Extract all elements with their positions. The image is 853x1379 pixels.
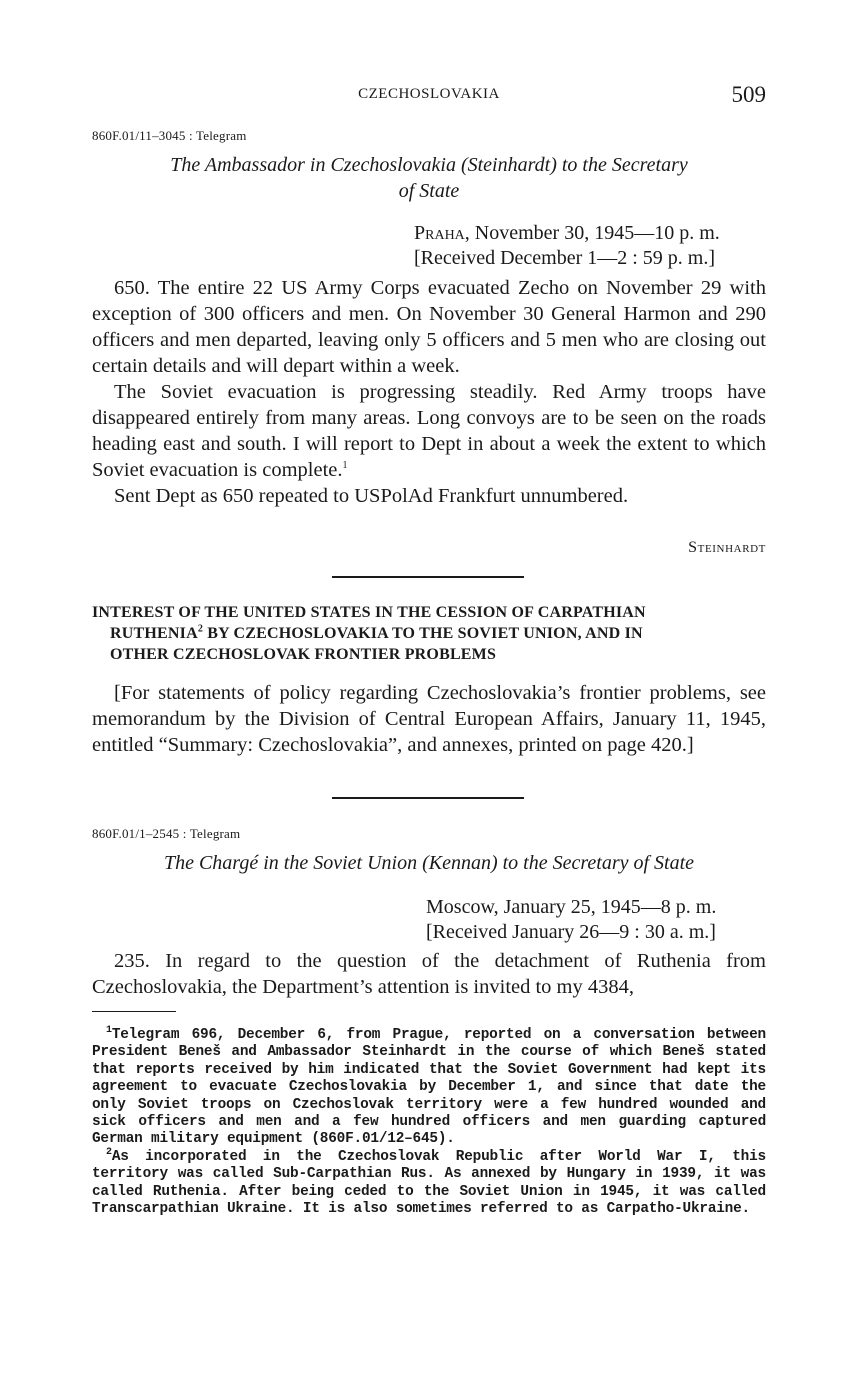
- telegram-1-paragraph-2: [92, 379, 766, 483]
- dateline-1: [414, 221, 766, 271]
- file-reference-2: 860F.01/1–2545 : Telegram: [92, 826, 241, 841]
- footnote-2-text: As incorporated in the Czechoslovak Republic after World War I, this territory was called Sub-Carpathian Rus. As annexed by Hungary in 1939, it was called Ruthenia. After being ceded to the Soviet Union in 1945, it was called Transcarpathian Ukraine. It is also sometimes referred to as Carpatho-Ukraine.: [92, 1148, 766, 1218]
- editorial-note: [92, 680, 766, 758]
- dateline-2: [426, 895, 766, 945]
- dateline-2-sent: [426, 895, 766, 920]
- footnote-2: [92, 1149, 766, 1219]
- dateline-1-sent: [414, 221, 766, 246]
- telegram-1-paragraph-1: 650. The entire 22 US Army Corps evacuated Zecho on November 29 with exception of 300 officers and men. On November 30 General Harmon and 290 officers and men departed, leaving only 5 officers and 5 men who are closing out certain details and will depart within a week.: [92, 277, 766, 377]
- document-heading-1-line-1: The Ambassador in Czechoslovakia (Steinhardt) to the Secretary: [170, 154, 688, 176]
- footnote-1: [92, 1027, 766, 1149]
- footnote-reference-2: 2: [197, 623, 204, 635]
- section-heading-line-2: [92, 623, 766, 644]
- telegram-2-body: [92, 948, 766, 1000]
- dateline-1-date: , November 30, 1945—10 p. m.: [464, 222, 720, 244]
- signature: Steinhardt: [688, 539, 766, 556]
- footnote-1-marker: 1: [106, 1025, 112, 1037]
- section-divider-2: [332, 797, 524, 799]
- editorial-note-text: [For statements of policy regarding Czechoslovakia’s frontier problems, see memorandum by the Division of Central European Affairs, January 11, 1945, entitled “Summary: Czechoslovakia”, and annexes, printed on page 420.]: [92, 682, 766, 756]
- telegram-1-paragraph-2-text: The Soviet evacuation is progressing steadily. Red Army troops have disappeared entirely from many areas. Long convoys are to be seen on the roads heading east and south. I will report to Dept in about a week the extent to which Soviet evacuation is complete.: [92, 381, 766, 481]
- dateline-2-place: Moscow: [426, 896, 494, 918]
- document-heading-1-line-2: of State: [398, 180, 460, 202]
- telegram-1-paragraph-3: Sent Dept as 650 repeated to USPolAd Frankfurt unnumbered.: [114, 485, 629, 507]
- running-title: CZECHOSLOVAKIA: [358, 86, 500, 102]
- section-heading-line-1: INTEREST OF THE UNITED STATES IN THE CESSION OF CARPATHIAN: [92, 604, 646, 621]
- document-heading-2: The Chargé in the Soviet Union (Kennan) to the Secretary of State: [163, 852, 695, 874]
- dateline-1-received: [Received December 1—2 : 59 p. m.]: [414, 247, 716, 269]
- section-heading-ruthenia: RUTHENIA: [110, 625, 198, 642]
- footnotes: [92, 1027, 766, 1218]
- page-number: 509: [731, 82, 766, 107]
- dateline-2-received: [Received January 26—9 : 30 a. m.]: [426, 921, 716, 943]
- telegram-1-body: [92, 275, 766, 509]
- section-divider-1: [332, 576, 524, 578]
- footnote-reference-1: 1: [342, 460, 348, 472]
- section-heading: [92, 602, 766, 665]
- document-heading-1: [92, 152, 766, 204]
- file-reference-1: 860F.01/11–3045 : Telegram: [92, 128, 247, 143]
- telegram-2-paragraph-1: 235. In regard to the question of the detachment of Ruthenia from Czechoslovakia, the Department’s attention is invited to my 4384,: [92, 950, 766, 998]
- dateline-2-date: , January 25, 1945—8 p. m.: [493, 896, 717, 918]
- dateline-1-place: Praha: [414, 222, 465, 244]
- section-heading-line-3: OTHER CZECHOSLOVAK FRONTIER PROBLEMS: [110, 646, 497, 663]
- footnote-rule: [92, 1011, 176, 1012]
- section-heading-line-2-rest: BY CZECHOSLOVAKIA TO THE SOVIET UNION, AND IN: [203, 625, 643, 642]
- footnote-1-text: Telegram 696, December 6, from Prague, reported on a conversation between President Beneš and Ambassador Steinhardt in the course of which Beneš stated that reports received by him indicated that the Soviet Government had kept its agreement to evacuate Czechoslovakia by December 1, and since that date the only Soviet troops on Czechoslovak territory were a few hundred wounded and sick officers and men and a few hundred officers and men guarding captured German military equipment (860F.01/12–645).: [92, 1027, 766, 1148]
- footnote-2-marker: 2: [106, 1147, 112, 1159]
- running-head: [92, 82, 766, 108]
- document-page: [92, 0, 766, 1379]
